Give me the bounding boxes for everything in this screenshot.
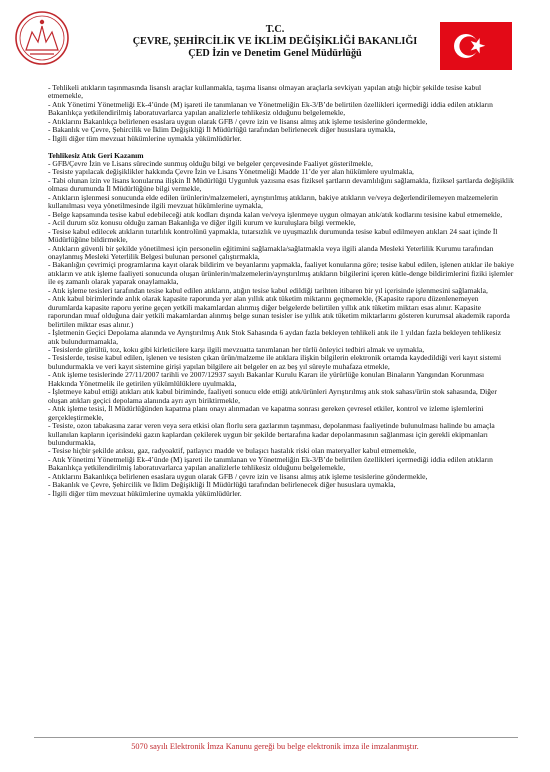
header-title-block	[100, 24, 450, 59]
header-directorate-name: ÇED İzin ve Denetim Genel Müdürlüğü	[188, 47, 362, 59]
document-header	[0, 0, 550, 80]
footer-divider	[34, 737, 518, 738]
list-item: - Tesislerde, tesise kabul edilen, işlenen ve tesisten çıkan ürün/malzeme ile atıklara ilişkin bilgilerin elektronik ortamda kaydedildiği veri kayıt sistemi bulundurmakla ve veri kayıt sistemine girişi yapılan bilgilere ait belgeler en az beş yıl süreyle muhafaza etmekle,	[48, 353, 502, 371]
list-item: - Tesiste, ozon tabakasına zarar veren veya sera etkisi olan florlu sera gazlarının taşınması, depolanması faaliyetinde bulunulması halinde bu amaçla kullanılan kapların içerisindeki gazın kaplardan çekilerek uygun bir şekilde bertarafına kadar depolanmasının sağlanması için gerekli ekipmanları bulundurmakla,	[48, 421, 495, 447]
section-heading: Tehlikesiz Atık Geri Kazanım	[48, 150, 144, 160]
section-obligations-hazardous	[48, 84, 514, 143]
list-item: - Belge kapsamında tesise kabul edebileceği atık kodları dışında kalan ve/veya işlenmeye uygun olmayan atık/atık kodlarını tesisine kabul etmemekle,	[48, 209, 503, 219]
header-line-tc: T.C.	[265, 24, 285, 35]
list-item: - Atık Yönetimi Yönetmeliği Ek-4’ünde (M) işareti ile tanımlanan ve Yönetmeliğin Ek-3/B’de belirtilen özellikleri içermediği iddia edilen atıkların Bakanlıkça yetkilendirilmiş laboratuvarlarca yapılan analizlerle tehlikesiz olduğunu belgelemekle,	[48, 99, 493, 118]
list-item: - İşletmeye kabul ettiği atıkları atık kabul biriminde, faaliyeti sonucu elde ettiği atık/ürünleri Ayrıştırılmış atık stok sahası/ürün stok sahasında, Diğer oluşan atıkları geçici depolama alanında ayrı ayrı biriktirmekle,	[48, 387, 497, 405]
list-item: - İlgili diğer tüm mevzuat hükümlerine uymakla yükümlüdürler.	[48, 133, 242, 143]
list-item: - İlgili diğer tüm mevzuat hükümlerine uymakla yükümlüdürler.	[48, 488, 242, 498]
list-item: - Tabi olunan izin ve lisans konularına ilişkin İl Müdürlüğü Uygunluk yazısına esas fiziksel şartların devamlılığını sağlamakla, fiziksel şartlarda değişiklik olması durumunda İl Müdürlüğüne bilgi vermekle,	[48, 175, 514, 194]
header-ministry-name: ÇEVRE, ŞEHİRCİLİK VE İKLİM DEĞİŞİKLİĞİ BAKANLIĞI	[132, 35, 418, 47]
list-item: - Atıklarını Bakanlıkça belirlenen esaslara uygun olarak GFB / çevre izin ve lisansı almış atık işleme tesislerine göndermekle,	[48, 116, 428, 126]
list-item: - Tesislerde gürültü, toz, koku gibi kirleticilere karşı ilgili mevzuatta tanımlanan her türlü önleyici tedbiri almak ve uymakla,	[48, 344, 425, 354]
list-item: - Tesise hiçbir şekilde atıksu, gaz, radyoaktif, patlayıcı madde ve bulaşıcı hastalık riski olan materyaller kabul etmemekle,	[48, 446, 417, 456]
section-nonhazardous-recovery	[48, 152, 514, 499]
list-item: - Tesiste yapılacak değişiklikler hakkında Çevre İzin ve Lisans Yönetmeliği Madde 11’de yer alan hükümlere uyulmakla,	[48, 167, 414, 177]
ministry-emblem-icon	[14, 10, 70, 66]
list-item: - Tehlikeli atıkların taşınmasında lisanslı araçlar kullanmakla, taşıma lisansı olmayan araçlarla sevkiyatı yapılan atığı hiçbir şekilde tesise kabul etmemekle,	[48, 83, 482, 101]
list-item: - İşletmenin Geçici Depolama alanında ve Ayrıştırılmış Atık Stok Sahasında 6 aydan fazla bekleyen tehlikeli atık ile 1 yıldan fazla bekleyen tehlikesiz atık bulundurmamakla,	[48, 328, 502, 346]
list-item: - Bakanlık ve Çevre, Şehircilik ve İklim Değişikliği İl Müdürlüğü tarafından belirlenecek diğer hususlara uymakla,	[48, 480, 396, 490]
list-item: - Atık kabul birimlerinde anlık olarak kapasite raporunda yer alan yıllık atık tüketim miktarını geçmemekle, (Kapasite raporu düzenlenemeyen durumlarda kapasite raporu yerine geçen yetkili makamlardan alınmış diğer belgelerde belirtilen yıllık atık tüketim miktarı esas alınır. Kapasite raporundan muaf olduğuna dair yetkili makamlardan alınmış belge sunan tesisler ise yıllık atık tüketim miktarlarını gösteren kurumsal akademik raporda belirtilen miktar esas alınır.)	[48, 294, 510, 329]
list-item: - Atık işleme tesislerinde 27/11/2007 tarihli ve 2007/12937 sayılı Bakanlar Kurulu Kararı ile yürürlüğe konulan Binaların Yangından Korunması Hakkında Yönetmelik ile getirilen yükümlülüklere uyulmakla,	[48, 370, 485, 388]
list-item: - Acil durum söz konusu olduğu zaman Bakanlığa ve diğer ilgili kurum ve kuruluşlara bilgi vermekle,	[48, 218, 356, 228]
list-item: - Atık Yönetimi Yönetmeliği Ek-4’ünde (M) işareti ile tanımlanan ve Yönetmeliğin Ek-3/B’de belirtilen özellikleri içermediği iddia edilen atıkların Bakanlıkça yetkilendirilmiş laboratuvarlarca yapılan analizlerle tehlikesiz olduğunu belgelemekle,	[48, 454, 493, 473]
list-item: - Atık işleme tesisi, İl Müdürlüğünden kapatma planı onayı alınmadan ve kapatma sonrası gereken çevresel etkiler, kontrol ve izleme işlemlerini gerçekleştirmekle,	[48, 404, 484, 422]
list-item: - Bakanlık ve Çevre, Şehircilik ve İklim Değişikliği İl Müdürlüğü tarafından belirlenecek diğer hususlara uymakla,	[48, 125, 396, 135]
list-item: - Bakanlığın çevrimiçi programlarına kayıt olarak bildirim ve beyanlarını yapmakla, faaliyet konularına göre; tesise kabul edilen, işlenen atıklar ile bakiye atıkların ve atık işleme faaliyeti sonucunda oluşan ürünlerin/malzemelerin/ayrıştırılmış atıkların bilgilerini içeren kütle-denge bildirimlerini fiziki işlemler ile eş zamanlı olarak yaparak onaylamakla,	[48, 260, 514, 287]
document-body	[48, 84, 514, 498]
list-item: - Atıkların güvenli bir şekilde yönetilmesi için personelin eğitimini sağlamakla/sağlatmakla veya ilgili alanda Mesleki Yeterlilik Kurumu tarafından onaylanmış Mesleki Yeterlilik Belgesi bulunan personel çalıştırmakla,	[48, 243, 494, 261]
list-item: - Atık işleme tesisleri tarafından tesise kabul edilen atıkların, atığın tesise kabul edildiği tarihten itibaren bir yıl içerisinde işlenmesini sağlamakla,	[48, 285, 488, 295]
e-signature-notice: 5070 sayılı Elektronik İmza Kanunu gereği bu belge elektronik imza ile imzalanmıştır.	[131, 742, 419, 751]
list-item: - GFB/Çevre İzin ve Lisans sürecinde sunmuş olduğu bilgi ve belgeler çerçevesinde Faaliyet gösterilmekle,	[48, 159, 373, 169]
list-item: - Atıkların işlenmesi sonucunda elde edilen ürünlerin/malzemeleri, ayrıştırılmış atıkların, bakiye atıkların ve/veya değerlendirilemeyen malzemelerin kullanılması veya yönetilmesinde ilgili mevzuat hükümlerine uymakla,	[48, 192, 498, 211]
list-item: - Atıklarını Bakanlıkça belirlenen esaslara uygun olarak GFB / çevre izin ve lisansı almış atık işleme tesislerine göndermekle,	[48, 471, 428, 481]
list-item: - Tesise kabul edilecek atıkların tutarlılık kontrolünü yapmakla, tutarsızlık ve uyuşmazlık durumunda tesise kabul edilmeyen atıkları 24 saat içinde İl Müdürlüğüne bildirmekle,	[48, 226, 498, 245]
turkish-flag-icon	[440, 22, 512, 70]
